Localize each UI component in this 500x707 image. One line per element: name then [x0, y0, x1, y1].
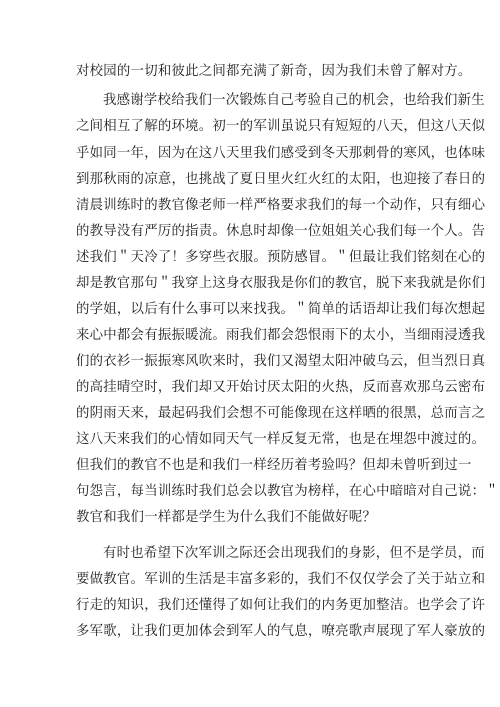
- paragraph-first-line: 我感谢学校给我们一次锻炼自己考验自己的机会，也给我们新生: [103, 93, 485, 108]
- text-line: 多军歌，让我们更加体会到军人的气息，嘹亮歌声展现了军人豪放的: [76, 624, 486, 639]
- text-line: 的学姐，以后有什么事可以来找我。＂简单的话语却让我们每次想起: [76, 302, 486, 317]
- text-line: 的高挂晴空时，我们却又开始讨厌太阳的火热，反而喜欢那乌云密布: [76, 380, 486, 395]
- text-line: 对校园的一切和彼此之间都充满了新奇，因为我们未曾了解对方。: [76, 64, 472, 79]
- text-line: 之间相互了解的环境。初一的军训虽说只有短短的八天，但这八天似: [76, 119, 486, 134]
- text-line: 乎如同一年，因为在这八天里我们感受到冬天那刺骨的寒风，也体味: [76, 146, 486, 161]
- text-line: 却是教官那句＂我穿上这身衣服我是你们的教官，脱下来我就是你们: [76, 276, 486, 291]
- text-line: 的阴雨天来，最起码我们会想不可能像现在这样晒的很黑，总而言之: [76, 406, 486, 421]
- text-line: 清晨训练时的教官像老师一样严格要求我们的每一个动作，只有细心: [76, 198, 486, 213]
- text-line: 行走的知识，我们还懂得了如何让我们的内务更加整洁。也学会了许: [76, 598, 486, 613]
- text-line: 到那秋雨的凉意，也挑战了夏日里火红火红的太阳，也迎接了春日的: [76, 172, 486, 187]
- text-line: 述我们＂天冷了！多穿些衣服。预防感冒。＂但最让我们铭刻在心的: [76, 250, 486, 265]
- paragraph-first-line: 有时也希望下次军训之际还会出现我们的身影，但不是学员，而: [103, 546, 485, 561]
- text-line: 句怨言，每当训练时我们总会以教官为榜样，在心中暗暗对自己说：＂: [76, 484, 499, 499]
- text-line: 要做教官。军训的生活是丰富多彩的，我们不仅仅学会了关于站立和: [76, 572, 486, 587]
- text-line: 教官和我们一样都是学生为什么我们不能做好呢？: [76, 510, 377, 525]
- text-line: 们的衣衫一振振寒风吹来时，我们又渴望太阳冲破乌云，但当烈日真: [76, 354, 486, 369]
- text-line: 的教导没有严厉的指责。休息时却像一位姐姐关心我们每一个人。告: [76, 224, 486, 239]
- text-line: 来心中都会有振振暖流。雨我们都会怨恨雨下的太小，当细雨浸透我: [76, 328, 486, 343]
- text-line: 这八天来我们的心情如同天气一样反复无常，也是在埋怨中渡过的。: [76, 432, 486, 447]
- text-line: 但我们的教官不也是和我们一样经历着考验吗？但却未曾听到过一: [76, 458, 472, 473]
